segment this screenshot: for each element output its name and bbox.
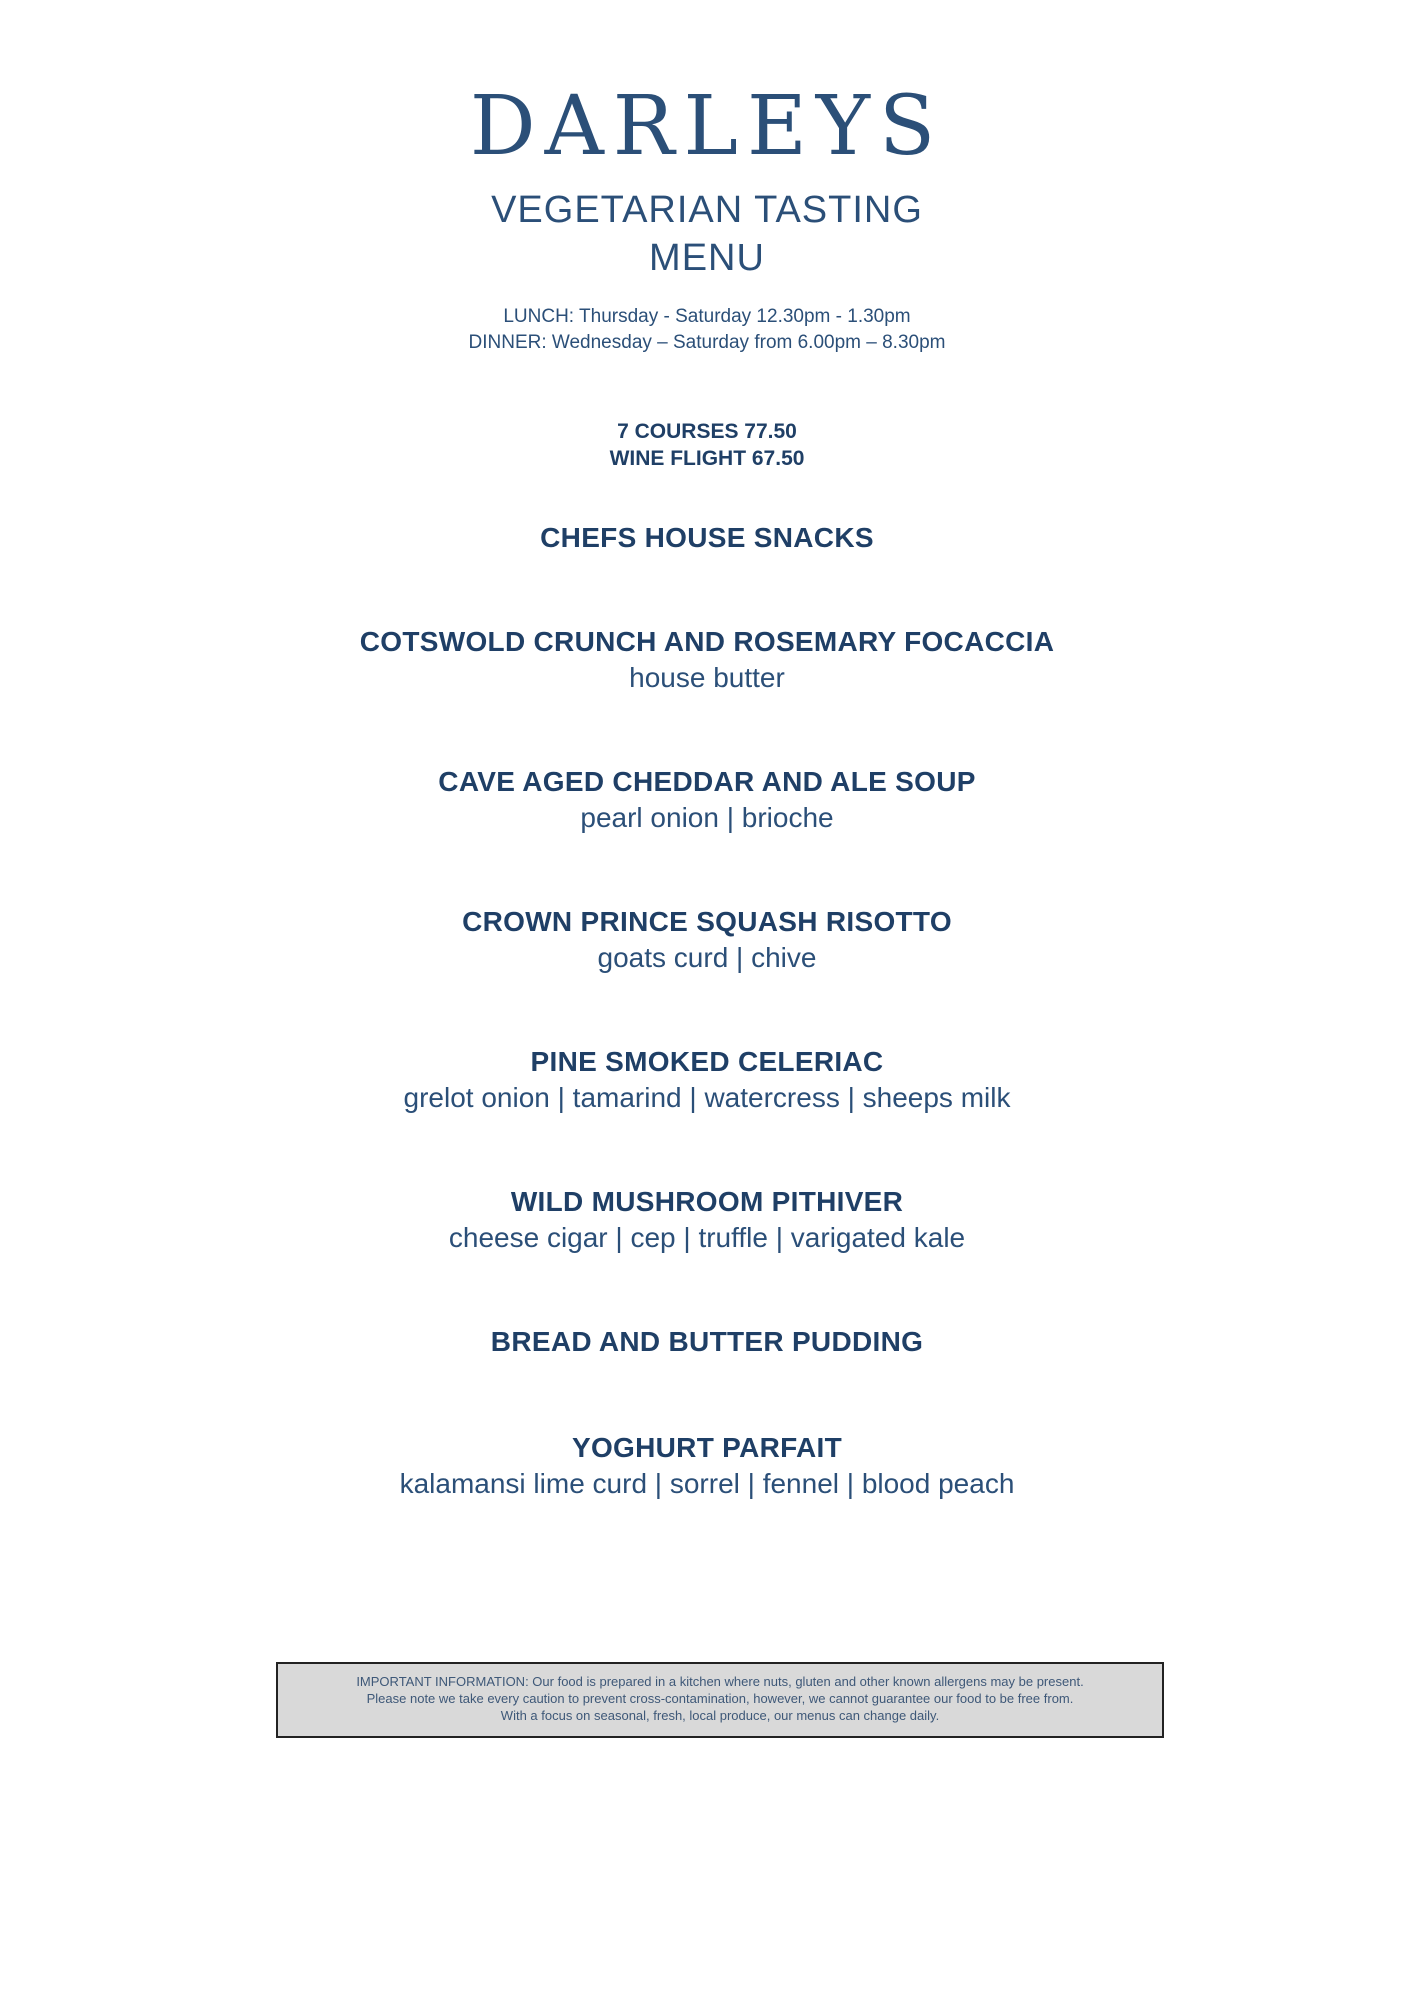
restaurant-logo: DARLEYS	[469, 79, 945, 174]
course-list	[0, 520, 1414, 1510]
course-title: CROWN PRINCE SQUASH RISOTTO	[462, 906, 952, 937]
notice-line: IMPORTANT INFORMATION: Our food is prepared in a kitchen where nuts, gluten and other known allergens may be present.	[356, 1674, 1084, 1689]
course-title: WILD MUSHROOM PITHIVER	[510, 1186, 904, 1217]
course-title: CAVE AGED CHEDDAR AND ALE SOUP	[438, 766, 976, 797]
course-description: pearl onion | brioche	[580, 802, 834, 833]
course-title: COTSWOLD CRUNCH AND ROSEMARY FOCACCIA	[359, 626, 1055, 657]
course-title: YOGHURT PARFAIT	[572, 1432, 842, 1463]
course-description: kalamansi lime curd | sorrel | fennel | blood peach	[399, 1468, 1015, 1499]
course-title: PINE SMOKED CELERIAC	[530, 1046, 884, 1077]
course-description: grelot onion | tamarind | watercress | sheeps milk	[403, 1082, 1011, 1113]
menu-title-line-2: MENU	[649, 237, 765, 279]
notice-line: Please note we take every caution to prevent cross-contamination, however, we cannot guarantee our food to be free from.	[366, 1691, 1074, 1706]
course-item	[0, 1044, 1414, 1184]
course-item	[0, 624, 1414, 764]
wine-flight-price: WINE FLIGHT 67.50	[609, 447, 805, 470]
course-title: CHEFS HOUSE SNACKS	[540, 522, 874, 553]
course-description: house butter	[629, 662, 785, 693]
course-item	[0, 1430, 1414, 1510]
lunch-hours: LUNCH: Thursday - Saturday 12.30pm - 1.30pm	[503, 306, 911, 327]
notice-line: With a focus on seasonal, fresh, local produce, our menus can change daily.	[500, 1708, 940, 1723]
opening-hours	[0, 304, 1414, 356]
dinner-hours: DINNER: Wednesday – Saturday from 6.00pm – 8.30pm	[468, 332, 946, 353]
course-description: goats curd | chive	[597, 942, 817, 973]
course-item	[0, 764, 1414, 904]
course-title: BREAD AND BUTTER PUDDING	[490, 1326, 924, 1357]
menu-title	[0, 186, 1414, 282]
course-item	[0, 1324, 1414, 1430]
course-description: cheese cigar | cep | truffle | varigated kale	[448, 1222, 966, 1253]
courses-price: 7 COURSES 77.50	[617, 420, 797, 443]
course-item	[0, 1184, 1414, 1324]
allergen-notice	[276, 1662, 1164, 1738]
course-item	[0, 520, 1414, 624]
pricing	[0, 418, 1414, 472]
course-item	[0, 904, 1414, 1044]
menu-title-line-1: VEGETARIAN TASTING	[491, 189, 923, 231]
